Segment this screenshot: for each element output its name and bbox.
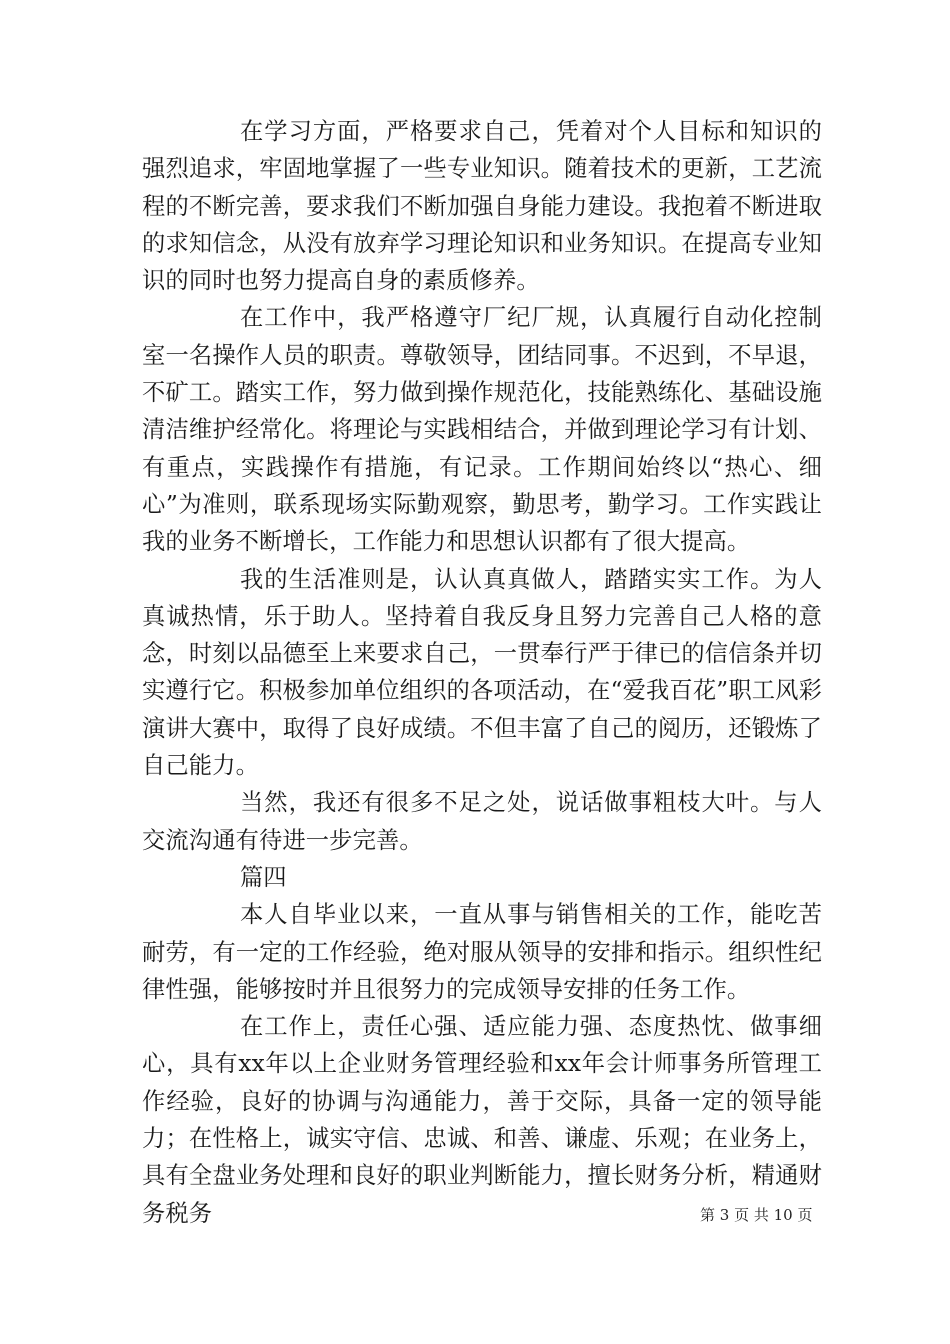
document-body [142,113,822,1232]
paragraph-work-qualities: 在工作上，责任心强、适应能力强、态度热忱、做事细心，具有xx年以上企业财务管理经验和xx年会计师事务所管理工作经验，良好的协调与沟通能力，善于交际，具备一定的领导能力；在性格上，诚实守信、忠诚、和善、谦虚、乐观；在业务上，具有全盘业务处理和良好的职业判断能力，擅长财务分析，精通财务税务 [142,1013,822,1227]
paragraph-shortcomings: 当然，我还有很多不足之处，说话做事粗枝大叶。与人交流沟通有待进一步完善。 [142,789,822,854]
paragraph-life: 我的生活准则是，认认真真做人，踏踏实实工作。为人真诚热情，乐于助人。坚持着自我反身且努力完善自己人格的意念，时刻以品德至上来要求自己，一贯奉行严于律已的信信条并切实遵行它。积极参加单位组织的各项活动，在“爱我百花”职工风彩演讲大赛中，取得了良好成绩。不但丰富了自己的阅历，还锻炼了自己能力。 [142,565,822,780]
section-heading: 篇四 [240,863,287,891]
paragraph-study: 在学习方面，严格要求自己，凭着对个人目标和知识的强烈追求，牢固地掌握了一些专业知识。随着技术的更新，工艺流程的不断完善，要求我们不断加强自身能力建设。我抱着不断进取的求知信念，从没有放弃学习理论知识和业务知识。在提高专业知识的同时也努力提高自身的素质修养。 [142,118,822,295]
page-number-footer: 第 3 页 共 10 页 [700,1206,813,1224]
paragraph-since-graduation: 本人自毕业以来，一直从事与销售相关的工作，能吃苦耐劳，有一定的工作经验，绝对服从领导的安排和指示。组织性纪律性强，能够按时并且很努力的完成领导安排的任务工作。 [142,901,822,1003]
paragraph-work: 在工作中，我严格遵守厂纪厂规，认真履行自动化控制室一名操作人员的职责。尊敬领导，团结同事。不迟到，不早退，不矿工。踏实工作，努力做到操作规范化，技能熟练化、基础设施清洁维护经常化。将理论与实践相结合，并做到理论学习有计划、有重点，实践操作有措施，有记录。工作期间始终以“热心、细心”为准则，联系现场实际勤观察，勤思考，勤学习。工作实践让我的业务不断增长，工作能力和思想认识都有了很大提高。 [142,304,822,556]
